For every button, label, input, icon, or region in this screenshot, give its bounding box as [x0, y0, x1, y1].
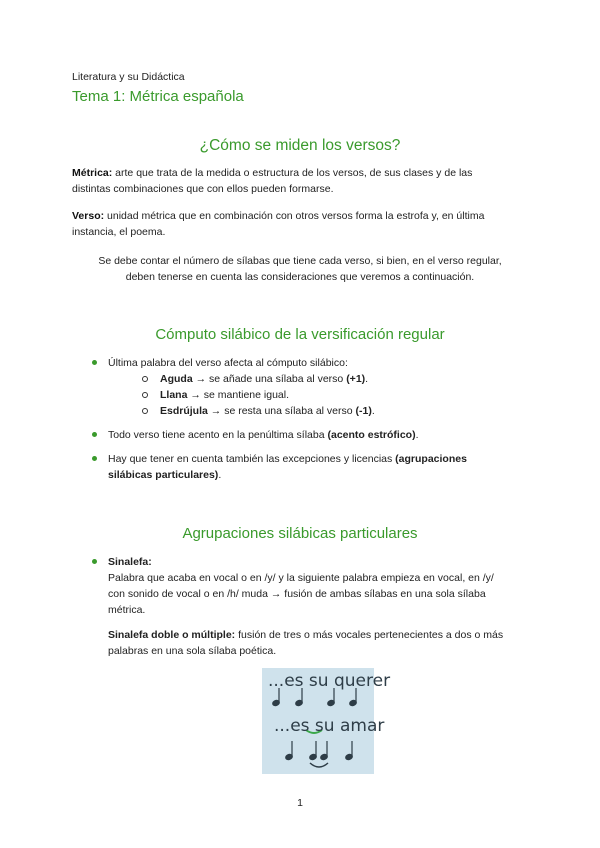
music-notes-illustration — [262, 668, 391, 774]
exceptions-text: Hay que tener en cuenta también las excepciones y licencias — [108, 453, 396, 465]
sinalefa-block — [108, 554, 538, 618]
accent-text: Todo verso tiene acento en la penúltima sílaba — [108, 429, 328, 441]
verso-def-line-1: unidad métrica que en combinación con otros versos forma la estrofa y, en última — [104, 210, 485, 222]
section-heading-computo: Cómputo silábico de la versificación regular — [155, 326, 445, 343]
metrica-term: Métrica: — [72, 167, 113, 179]
sinalefa-line-2: con sonido de vocal o en /h/ muda → fusión de ambas sílabas en una sola sílaba — [108, 588, 486, 600]
exceptions-bold-2: silábicas particulares) — [108, 469, 219, 481]
aguda-term: Aguda — [160, 373, 193, 385]
sinalefa-line-1: Palabra que acaba en vocal o en /y/ y la siguiente palabra empieza en vocal, en /y/ — [108, 572, 494, 584]
circle-bullet-icon — [142, 376, 148, 382]
sub-item-llana — [160, 387, 289, 403]
accent-bold: (acento estrófico) — [327, 429, 416, 441]
verso-def-line-2: instancia, el poema. — [72, 226, 166, 238]
sinalefa-term: Sinalefa: — [108, 556, 152, 568]
esdrujula-end: . — [371, 405, 375, 417]
aguda-value: (+1) — [346, 373, 366, 385]
bullet-icon — [92, 559, 97, 564]
illustration-line-2: ...es su amar — [274, 716, 385, 736]
sub-item-aguda — [160, 371, 368, 387]
section-heading-agrupaciones: Agrupaciones silábicas particulares — [182, 525, 418, 542]
doble-term: Sinalefa doble o múltiple: — [108, 629, 236, 641]
illustration-line-1: ...es su querer — [268, 671, 391, 691]
esdrujula-value: (-1) — [355, 405, 372, 417]
sinalefa-doble-text — [108, 627, 538, 659]
circle-bullet-icon — [142, 408, 148, 414]
esdrujula-term: Esdrújula — [160, 405, 208, 417]
section-heading-measure: ¿Cómo se miden los versos? — [199, 137, 401, 154]
course-title: Literatura y su Didáctica — [72, 71, 185, 83]
bullet-icon — [92, 432, 97, 437]
llana-term: Llana — [160, 389, 188, 401]
syllable-count-note — [72, 253, 528, 285]
exceptions-bold-1: (agrupaciones — [395, 453, 467, 465]
metrica-def-line-1: arte que trata de la medida o estructura de los versos, de sus clases y de las — [112, 167, 473, 179]
verso-definition — [72, 208, 532, 240]
verso-term: Verso: — [72, 210, 105, 222]
doble-line-1: fusión de tres o más vocales pertenecientes a dos o más — [235, 629, 504, 641]
bullet-icon — [92, 456, 97, 461]
count-line-1: Se debe contar el número de sílabas que tiene cada verso, si bien, en el verso regular, — [98, 255, 502, 267]
bullet-text — [108, 427, 538, 443]
aguda-end: . — [365, 373, 369, 385]
llana-text: → se mantiene igual. — [187, 389, 289, 401]
metrica-def-line-2: distintas combinaciones que con ellos pueden formarse. — [72, 183, 334, 195]
sub-item-esdrujula — [160, 403, 375, 419]
bullet-text — [108, 451, 538, 483]
page-number: 1 — [297, 797, 303, 809]
sinalefa-line-3: métrica. — [108, 604, 146, 616]
aguda-text: → se añade una sílaba al verso — [192, 373, 347, 385]
circle-bullet-icon — [142, 392, 148, 398]
topic-title: Tema 1: Métrica española — [72, 88, 244, 105]
esdrujula-text: → se resta una sílaba al verso — [207, 405, 356, 417]
exceptions-end: . — [218, 469, 222, 481]
metrica-definition — [72, 165, 532, 197]
accent-end: . — [415, 429, 419, 441]
bullet-icon — [92, 360, 97, 365]
bullet-text: Última palabra del verso afecta al cómputo silábico: — [108, 357, 348, 369]
doble-line-2: palabras en una sola sílaba poética. — [108, 645, 277, 657]
count-line-2: deben tenerse en cuenta las consideraciones que veremos a continuación. — [125, 271, 475, 283]
